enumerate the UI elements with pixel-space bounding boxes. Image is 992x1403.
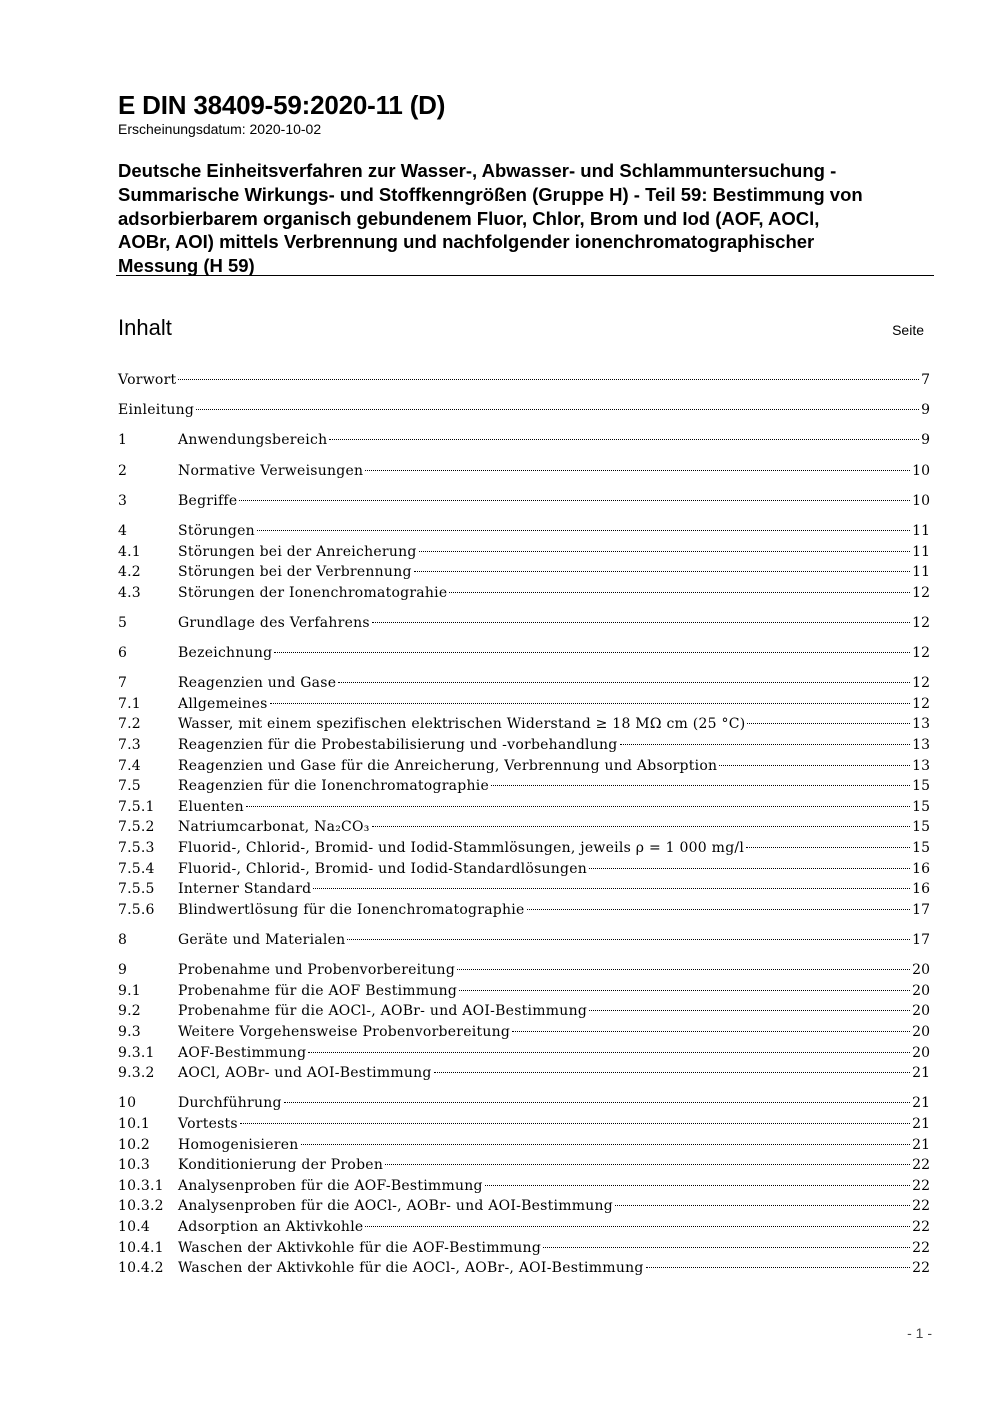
title-divider [116,275,934,276]
toc-entry-label: Analysenproben für die AOF-Bestimmung [178,1177,483,1194]
toc-dot-leader [257,530,910,531]
toc-entry-number: 4.1 [118,543,141,560]
toc-entry-page: 21 [912,1095,930,1112]
toc-entry-page: 16 [912,881,930,898]
toc-dot-leader [646,1267,911,1268]
toc-entry[interactable] [118,797,930,818]
toc-entry-label: Normative Verweisungen [178,462,364,479]
page-number: - 1 - [907,1325,932,1341]
toc-entry-number: 9.3 [118,1023,141,1040]
toc-entry-page: 12 [912,695,930,712]
toc-page-column-label: Seite [892,322,924,338]
toc-entry-page: 22 [912,1177,930,1194]
toc-entry[interactable] [118,900,930,921]
toc-entry-number: 5 [118,614,128,631]
toc-dot-leader [246,806,910,807]
toc-entry-number: 10.4.2 [118,1260,164,1277]
toc-entry-label: Eluenten [178,798,244,815]
toc-entry-label: Probenahme für die AOCl-, AOBr- und AOI-Bestimmung [178,1003,588,1020]
toc-entry-label: Durchführung [178,1095,282,1112]
toc-entry-label: Weitere Vorgehensweise Probenvorbereitung [178,1023,511,1040]
toc-entry-page: 9 [921,432,930,449]
toc-entry-label: Begriffe [178,492,238,509]
toc-dot-leader [196,409,919,410]
toc-entry-page: 20 [912,1023,930,1040]
toc-dot-leader [365,470,910,471]
title-line: Summarische Wirkungs- und Stoffkenngrößen (Gruppe H) - Teil 59: Bestimmung von [118,183,863,205]
toc-entry-label: Fluorid-, Chlorid-, Bromid- und Iodid-Stammlösungen, jeweils ρ = 1 000 mg/l [178,840,745,857]
toc-entry-number: 7.5.6 [118,901,155,918]
toc-entry[interactable] [118,370,930,391]
toc-entry[interactable] [118,521,930,542]
toc-entry[interactable] [118,562,930,583]
toc-entry[interactable] [118,542,930,563]
toc-entry-label: Natriumcarbonat, Na₂CO₃ [178,819,370,836]
toc-entry-label: Vortests [178,1115,238,1132]
toc-dot-leader [270,703,911,704]
toc-heading: Inhalt [118,315,172,340]
toc-entry[interactable] [118,1043,930,1064]
toc-entry-page: 17 [912,901,930,918]
toc-entry[interactable] [118,673,930,694]
title-line: Messung (H 59) [118,255,255,277]
toc-dot-leader [719,765,910,766]
toc-entry-number: 10.2 [118,1136,150,1153]
toc-dot-leader [274,652,910,653]
toc-dot-leader [301,1144,911,1145]
toc-dot-leader [491,785,910,786]
toc-entry[interactable] [118,714,930,735]
toc-entry-label: Allgemeines [178,695,268,712]
toc-entry-label: Einleitung [118,402,195,419]
document-id: E DIN 38409-59:2020-11 (D) [118,90,446,120]
toc-entry-page: 15 [912,778,930,795]
toc-entry-number: 10.3.1 [118,1177,164,1194]
toc-entry-label: Störungen bei der Anreicherung [178,543,417,560]
toc-dot-leader [457,969,910,970]
toc-entry-page: 10 [912,492,930,509]
toc-entry-page: 7 [921,372,930,388]
toc-entry-number: 10 [118,1095,137,1112]
toc-entry-page: 15 [912,798,930,815]
toc-entry[interactable] [118,1238,930,1259]
toc-entry[interactable] [118,430,930,451]
toc-entry-page: 20 [912,982,930,999]
toc-entry-page: 22 [912,1198,930,1215]
toc-dot-leader [449,592,910,593]
toc-entry-page: 22 [912,1157,930,1174]
toc-entry-number: 10.4 [118,1218,150,1235]
toc-entry-label: Waschen der Aktivkohle für die AOF-Bestimmung [178,1239,542,1256]
toc-dot-leader [527,909,911,910]
toc-entry-page: 22 [912,1239,930,1256]
toc-entry-number: 10.1 [118,1115,150,1132]
toc-entry[interactable] [118,1093,930,1114]
toc-dot-leader [512,1031,910,1032]
toc-entry-page: 22 [912,1260,930,1277]
toc-entry[interactable] [118,859,930,880]
toc-entry-label: Analysenproben für die AOCl-, AOBr- und AOI-Bestimmung [178,1198,614,1215]
toc-entry-label: Geräte und Materialen [178,932,346,948]
toc-entry-number: 10.4.1 [118,1239,164,1256]
toc-dot-leader [746,847,910,848]
toc-entry-number: 7.5.1 [118,798,155,815]
toc-entry-number: 3 [118,492,128,509]
toc-entry-label: Interner Standard [178,881,312,898]
toc-dot-leader [372,622,910,623]
toc-dot-leader [338,682,910,683]
toc-entry-page: 17 [912,932,930,948]
toc-dot-leader [589,1010,910,1011]
toc-entry-page: 13 [912,716,930,733]
toc-entry-page: 11 [912,543,930,560]
toc-entry[interactable] [118,1022,930,1043]
toc-entry-number: 4.2 [118,564,141,581]
toc-entry-page: 13 [912,757,930,774]
toc-entry-number: 9.2 [118,1003,141,1020]
toc-dot-leader [365,1226,910,1227]
toc-entry-label: Reagenzien für die Probestabilisierung und -vorbehandlung [178,737,618,754]
toc-dot-leader [385,1164,910,1165]
toc-entry-number: 2 [118,462,128,479]
toc-entry[interactable] [118,1217,930,1238]
toc-entry-number: 7.4 [118,757,141,774]
toc-entry-number: 9.3.2 [118,1065,155,1082]
toc-dot-leader [178,379,919,380]
toc-dot-leader [239,500,910,501]
toc-entry-page: 21 [912,1136,930,1153]
toc-dot-leader [308,1052,910,1053]
toc-dot-leader [485,1185,910,1186]
toc-entry-page: 21 [912,1065,930,1082]
toc-entry-number: 9.1 [118,982,141,999]
toc-entry-label: Konditionierung der Proben [178,1157,384,1174]
toc-entry-page: 12 [912,675,930,692]
toc-entry-label: Waschen der Aktivkohle für die AOCl-, AOBr-, AOI-Bestimmung [178,1260,644,1277]
toc-entry-number: 4 [118,522,128,539]
toc-entry-label: Fluorid-, Chlorid-, Bromid- und Iodid-Standardlösungen [178,860,588,877]
toc-entry-label: Wasser, mit einem spezifischen elektrischen Widerstand ≥ 18 MΩ cm (25 °C) [178,716,746,733]
toc-entry-page: 12 [912,584,930,601]
toc-dot-leader [615,1205,910,1206]
toc-entry-number: 7.5.4 [118,860,155,877]
toc-entry[interactable] [118,817,930,838]
toc-entry-page: 10 [912,462,930,479]
toc-entry-page: 9 [921,402,930,419]
toc-dot-leader [747,723,910,724]
toc-entry-label: Adsorption an Aktivkohle [178,1218,364,1235]
toc-entry[interactable] [118,1176,930,1197]
toc-entry-label: Störungen [178,522,255,539]
toc-entry-number: 7.5.5 [118,881,155,898]
toc-entry-number: 1 [118,432,128,449]
toc-entry[interactable] [118,1114,930,1135]
toc-entry-page: 16 [912,860,930,877]
toc-entry[interactable] [118,643,930,664]
toc-entry[interactable] [118,981,930,1002]
toc-entry[interactable] [118,583,930,604]
toc-entry[interactable] [118,838,930,859]
toc-entry-page: 15 [912,819,930,836]
toc-entry-number: 9.3.1 [118,1044,155,1061]
toc-entry-label: Reagenzien und Gase [178,675,337,692]
toc-entry-page: 20 [912,1044,930,1061]
toc-entry-label: Homogenisieren [178,1136,299,1153]
toc-entry[interactable] [118,613,930,634]
toc-entry[interactable] [118,461,930,482]
toc-entry-page: 11 [912,564,930,581]
toc-entry-page: 11 [912,522,930,539]
toc-entry-number: 7.2 [118,716,141,733]
toc-entry-number: 10.3.2 [118,1198,164,1215]
toc-entry-label: Reagenzien für die Ionenchromatographie [178,778,489,795]
toc-entry-label: Störungen der Ionenchromatograhie [178,584,448,601]
toc-dot-leader [284,1102,910,1103]
toc-entry[interactable] [118,930,930,951]
document-title [118,159,936,278]
toc-entry[interactable] [118,400,930,421]
toc-dot-leader [459,990,910,991]
toc-entry-label: AOCl, AOBr- und AOI-Bestimmung [178,1065,432,1082]
toc-dot-leader [313,888,910,889]
toc-entry-label: Anwendungsbereich [178,432,328,449]
toc-entry-label: AOF-Bestimmung [178,1044,307,1061]
toc-entry-page: 12 [912,614,930,631]
title-line: adsorbierbarem organisch gebundenem Fluor, Chlor, Brom und Iod (AOF, AOCl, [118,207,820,229]
toc-entry-number: 7.5.3 [118,840,155,857]
toc-entry-number: 10.3 [118,1157,150,1174]
toc-entry[interactable] [118,776,930,797]
toc-entry-page: 21 [912,1115,930,1132]
toc-dot-leader [329,439,919,440]
toc-entry[interactable] [118,1258,930,1279]
toc-entry-number: 7.5 [118,778,141,795]
toc-entry[interactable] [118,1135,930,1156]
toc-entry[interactable] [118,960,930,981]
toc-entry-label: Probenahme und Probenvorbereitung [178,962,456,979]
toc-dot-leader [419,551,911,552]
toc-dot-leader [240,1123,910,1124]
toc-entry-label: Blindwertlösung für die Ionenchromatographie [178,901,525,918]
toc-entry-label: Vorwort [118,372,177,388]
toc-entry-number: 7.5.2 [118,819,155,836]
toc-entry[interactable] [118,1196,930,1217]
toc-entry-number: 7.3 [118,737,141,754]
toc-entry[interactable] [118,735,930,756]
toc-entry-page: 22 [912,1218,930,1235]
toc-entry-number: 6 [118,645,128,662]
toc-entry-number: 8 [118,932,128,948]
toc-entry-label: Störungen bei der Verbrennung [178,564,412,581]
toc-entry[interactable] [118,1001,930,1022]
toc-entry-page: 13 [912,737,930,754]
toc-entry-label: Probenahme für die AOF Bestimmung [178,982,458,999]
toc-entry-label: Bezeichnung [178,645,273,662]
toc-entry-number: 9 [118,962,128,979]
title-line: AOBr, AOI) mittels Verbrennung und nachfolgender ionenchromatographischer [118,231,815,253]
toc-dot-leader [589,868,910,869]
toc-dot-leader [543,1247,910,1248]
toc-entry[interactable] [118,1155,930,1176]
table-of-contents [118,370,930,1279]
toc-entry-page: 15 [912,840,930,857]
toc-entry[interactable] [118,756,930,777]
title-line: Deutsche Einheitsverfahren zur Wasser-, Abwasser- und Schlammuntersuchung - [118,160,837,181]
toc-entry-number: 4.3 [118,584,141,601]
toc-dot-leader [372,826,911,827]
toc-entry[interactable] [118,879,930,900]
toc-entry[interactable] [118,1063,930,1084]
toc-entry[interactable] [118,491,930,512]
toc-entry-label: Grundlage des Verfahrens [178,614,370,631]
toc-entry-page: 20 [912,1003,930,1020]
toc-entry-number: 7.1 [118,695,141,712]
toc-dot-leader [620,744,911,745]
publication-date: Erscheinungsdatum: 2020-10-02 [118,121,322,137]
toc-entry-label: Reagenzien und Gase für die Anreicherung, Verbrennung und Absorption [178,757,718,774]
toc-dot-leader [414,571,911,572]
toc-entry-page: 20 [912,962,930,979]
toc-dot-leader [434,1072,911,1073]
toc-entry[interactable] [118,694,930,715]
toc-entry-page: 12 [912,645,930,662]
toc-entry-number: 7 [118,675,128,692]
toc-dot-leader [347,939,910,940]
